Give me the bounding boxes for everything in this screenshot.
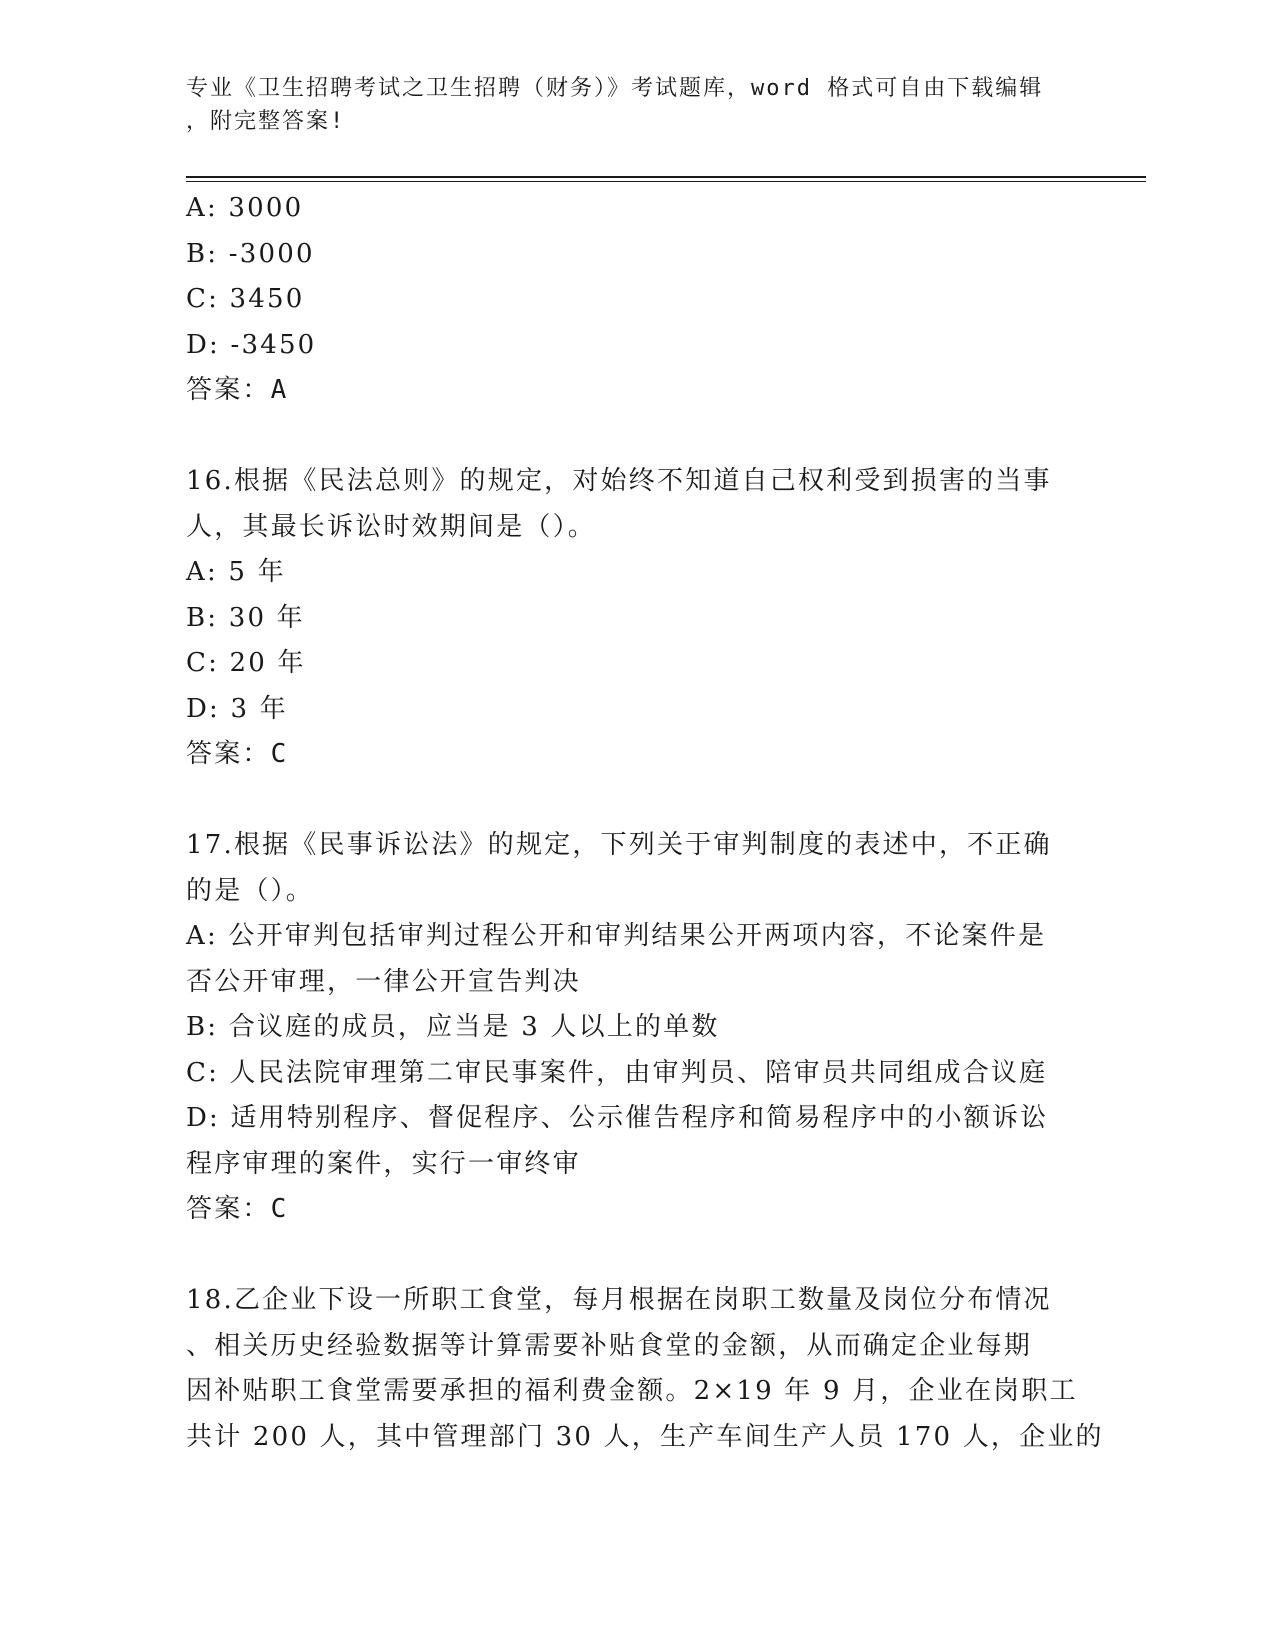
option-a: A: 3000 (186, 193, 304, 223)
answer: 答案：C (186, 1194, 289, 1224)
option-d: D: 适用特别程序、督促程序、公示催告程序和简易程序中的小额诉讼 (186, 1103, 1049, 1133)
question-stem-line: 、相关历史经验数据等计算需要补贴食堂的金额，从而确定企业每期 (186, 1330, 1033, 1361)
option-b: B: 合议庭的成员，应当是 3 人以上的单数 (186, 1012, 720, 1042)
option-d-continued: 程序审理的案件，实行一审终审 (186, 1148, 581, 1179)
header-line-1: 专业《卫生招聘考试之卫生招聘（财务）》考试题库，word 格式可自由下载编辑 (186, 76, 1044, 101)
answer: 答案：C (186, 739, 289, 769)
header-divider-thick (186, 176, 1146, 178)
question-spacer (186, 414, 1076, 460)
question-content (186, 186, 1104, 1460)
option-d: D: 3 年 (186, 693, 288, 724)
option-a: A: 公开审判包括审判过程公开和审判结果公开两项内容，不论案件是 (186, 921, 1047, 951)
header-divider-thin (186, 181, 1146, 182)
answer: 答案：A (186, 375, 289, 405)
question-stem-line: 18.乙企业下设一所职工食堂，每月根据在岗职工数量及岗位分布情况 (186, 1285, 1052, 1315)
document-header (186, 72, 1066, 138)
question-stem-line: 人，其最长诉讼时效期间是（）。 (186, 511, 597, 542)
question-spacer (186, 778, 1076, 824)
option-c: C: 20 年 (186, 648, 306, 678)
option-c: C: 3450 (186, 284, 305, 314)
header-line-2: ，附完整答案! (186, 109, 346, 134)
option-c: C: 人民法院审理第二审民事案件，由审判员、陪审员共同组成合议庭 (186, 1057, 1048, 1088)
question-stem-line: 的是（）。 (186, 875, 315, 906)
option-a: A: 5 年 (186, 557, 286, 587)
question-17 (186, 823, 1076, 1233)
question-spacer (186, 1233, 1076, 1279)
option-a-continued: 否公开审理，一律公开宣告判决 (186, 966, 581, 997)
option-d: D: -3450 (186, 329, 317, 360)
question-stem-line: 17.根据《民事诉讼法》的规定，下列关于审判制度的表述中，不正确 (186, 830, 1052, 860)
option-b: B: 30 年 (186, 602, 305, 633)
question-16 (186, 459, 1076, 778)
question-stem-line: 共计 200 人，其中管理部门 30 人，生产车间生产人员 170 人，企业的 (186, 1421, 1104, 1452)
question-15 (186, 186, 1076, 414)
question-stem-line: 16.根据《民法总则》的规定，对始终不知道自己权利受到损害的当事 (186, 466, 1052, 496)
question-stem-line: 因补贴职工食堂需要承担的福利费金额。2×19 年 9 月，企业在岗职工 (186, 1376, 1078, 1406)
option-b: B: -3000 (186, 238, 315, 269)
question-18 (186, 1278, 1104, 1460)
